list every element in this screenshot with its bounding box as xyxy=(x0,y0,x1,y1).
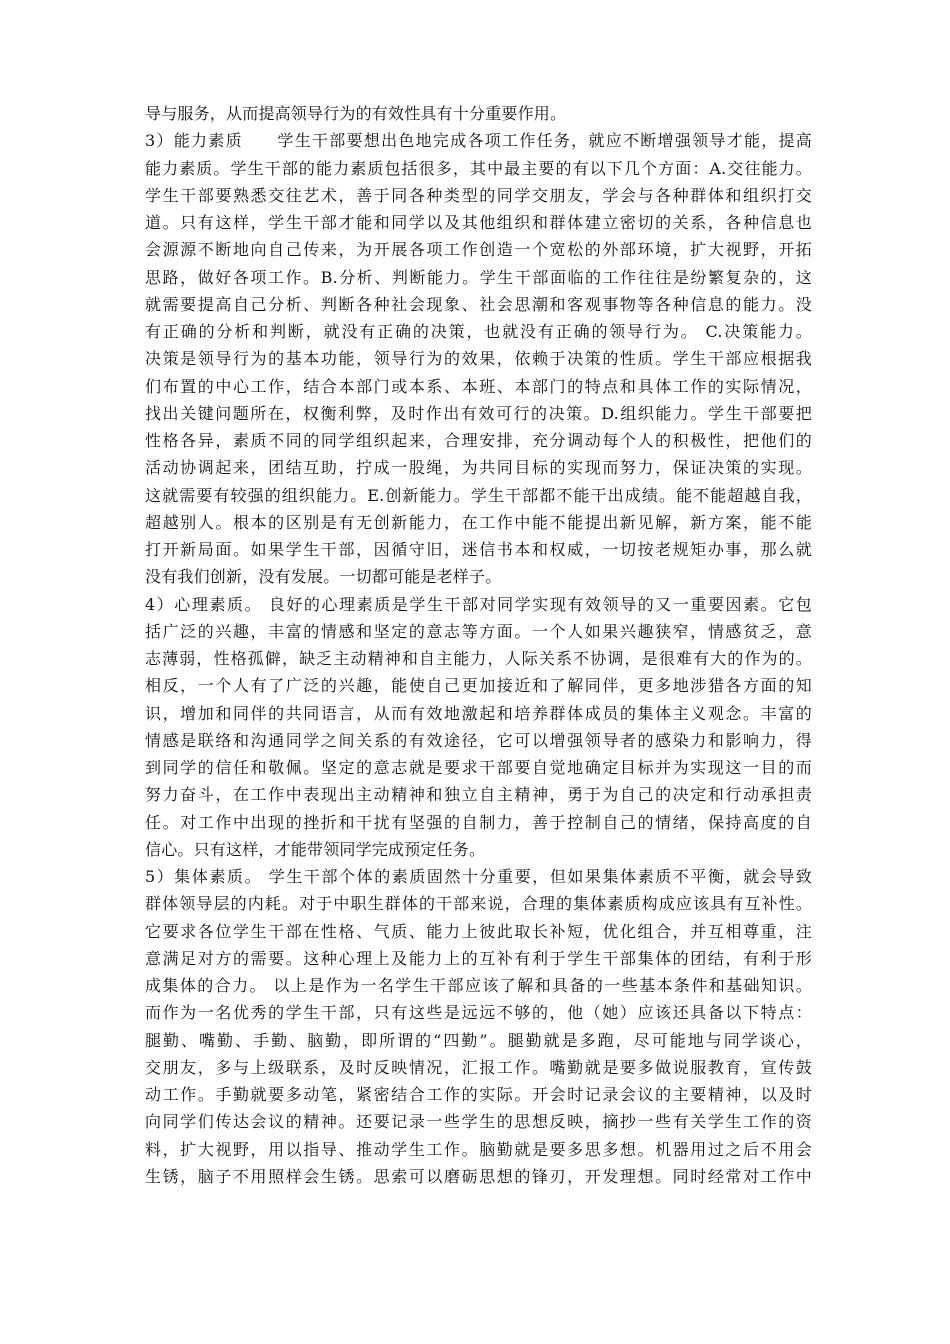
text-line: 打开新局面。如果学生干部，因循守旧，迷信书本和权威，一切按老规矩办事，那么就 xyxy=(145,540,812,559)
text-line: 成集体的合力。 以上是作为一名学生干部应该了解和具备的一些基本条件和基础知识。 xyxy=(145,976,812,995)
text-line: 找出关键问题所在，权衡利弊，及时作出有效可行的决策。D.组织能力。学生干部要把 xyxy=(145,403,812,423)
text-line: 超越别人。根本的区别是有无创新能力，在工作中能不能提出新见解，新方案，能不能 xyxy=(145,512,812,532)
text-line: 相反，一个人有了广泛的兴趣，能使自己更加接近和了解同伴，更多地涉猎各方面的知 xyxy=(145,676,812,696)
text-line: 道。只有这样，学生干部才能和同学以及其他组织和群体建立密切的关系，各种信息也 xyxy=(145,213,812,232)
text-line: 群体领导层的内耗。对于中职生群体的干部来说，合理的集体素质构成应该具有互补性。 xyxy=(145,894,812,914)
text-line: 们布置的中心工作，结合本部门或本系、本班、本部门的特点和具体工作的实际情况， xyxy=(145,376,812,396)
text-line: 这就需要有较强的组织能力。E.创新能力。学生干部都不能干出成绩。能不能超越自我， xyxy=(145,485,812,505)
text-line: 决策是领导行为的基本功能，领导行为的效果，依赖于决策的性质。学生干部应根据我 xyxy=(145,349,812,369)
text-line: 活动协调起来，团结互助，拧成一股绳，为共同目标的实现而努力，保证决策的实现。 xyxy=(145,458,812,478)
text-line: 思路，做好各项工作。B.分析、判断能力。学生干部面临的工作往往是纷繁复杂的，这 xyxy=(145,267,812,287)
text-line: 有正确的分析和判断，就没有正确的决策，也就没有正确的领导行为。 C.决策能力。 xyxy=(145,322,812,341)
document-page xyxy=(145,100,812,1190)
text-line: 括广泛的兴趣，丰富的情感和坚定的意志等方面。一个人如果兴趣狭窄，情感贫乏，意 xyxy=(145,621,812,641)
text-line: 动工作。手勤就要多动笔，紧密结合工作的实际。开会时记录会议的主要精神，以及时 xyxy=(145,1085,812,1104)
text-line: 而作为一名优秀的学生干部，只有这些是远远不够的，他（她）应该还具备以下特点： xyxy=(145,1003,812,1023)
text-line: 任。对工作中出现的挫折和干扰有坚强的自制力，善于控制自己的情绪，保持高度的自 xyxy=(145,812,812,832)
text-line: 没有我们创新，没有发展。一切都可能是老样子。 xyxy=(145,567,502,587)
text-line: 向同学们传达会议的精神。还要记录一些学生的思想反映，摘抄一些有关学生工作的资 xyxy=(145,1112,812,1132)
text-line: 信心。只有这样，才能带领同学完成预定任务。 xyxy=(145,839,486,859)
text-line: 意满足对方的需要。这种心理上及能力上的互补有利于学生干部集体的团结，有利于形 xyxy=(145,948,812,968)
text-line: 导与服务，从而提高领导行为的有效性具有十分重要作用。 xyxy=(145,104,567,123)
text-line: 能力素质。学生干部的能力素质包括很多，其中最主要的有以下几个方面：A.交往能力。 xyxy=(145,158,812,178)
text-line: 情感是联络和沟通同学之间关系的有效途径，它可以增强领导者的感染力和影响力，得 xyxy=(145,730,812,750)
text-line: 性格各异，素质不同的同学组织起来，合理安排，充分调动每个人的积极性，把他们的 xyxy=(145,431,812,450)
text-line: 就需要提高自己分析、判断各种社会现象、社会思潮和客观事物等各种信息的能力。没 xyxy=(145,294,812,314)
text-line: 4）心理素质。 良好的心理素质是学生干部对同学实现有效领导的又一重要因素。它包 xyxy=(145,594,812,614)
text-line: 志薄弱，性格孤僻，缺乏主动精神和自主能力，人际关系不协调，是很难有大的作为的。 xyxy=(145,649,812,668)
text-line: 努力奋斗，在工作中表现出主动精神和独立自主精神，勇于为自己的决定和行动承担责 xyxy=(145,785,812,805)
text-line: 交朋友，多与上级联系，及时反映情况，汇报工作。嘴勤就是要多做说服教育，宣传鼓 xyxy=(145,1057,812,1077)
text-line: 生锈，脑子不用照样会生锈。思索可以磨砺思想的锋刃，开发理想。同时经常对工作中 xyxy=(145,1166,812,1186)
text-line: 学生干部要熟悉交往艺术，善于同各种类型的同学交朋友，学会与各种群体和组织打交 xyxy=(145,185,812,205)
text-line: 会源源不断地向自己传来，为开展各项工作创造一个宽松的外部环境，扩大视野，开拓 xyxy=(145,240,812,260)
text-line: 5）集体素质。 学生干部个体的素质固然十分重要，但如果集体素质不平衡，就会导致 xyxy=(145,867,812,886)
text-line: 识，增加和同伴的共同语言，从而有效地激起和培养群体成员的集体主义观念。丰富的 xyxy=(145,703,812,723)
text-line: 腿勤、嘴勤、手勤、脑勤，即所谓的“四勤”。腿勤就是多跑，尽可能地与同学谈心， xyxy=(145,1030,812,1050)
text-line: 到同学的信任和敬佩。坚定的意志就是要求干部要自觉地确定目标并为实现这一目的而 xyxy=(145,758,812,777)
text-line: 3）能力素质 学生干部要想出色地完成各项工作任务，就应不断增强领导才能，提高 xyxy=(145,131,812,151)
text-line: 它要求各位学生干部在性格、气质、能力上彼此取长补短，优化组合，并互相尊重，注 xyxy=(145,921,812,941)
text-line: 料，扩大视野，用以指导、推动学生工作。脑勤就是要多思多想。机器用过之后不用会 xyxy=(145,1139,812,1159)
